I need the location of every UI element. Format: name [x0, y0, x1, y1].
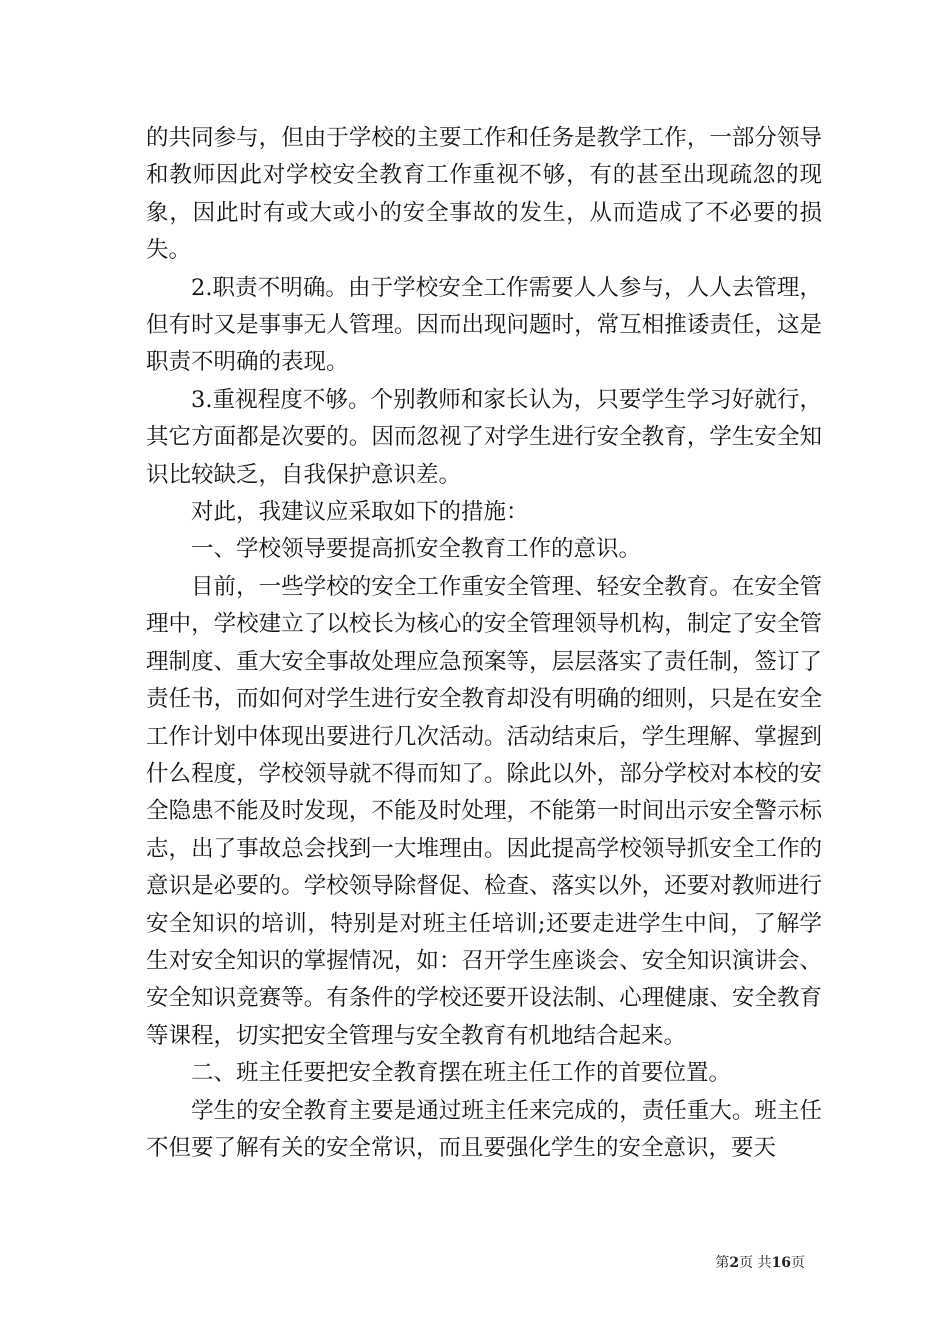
paragraph: 3.重视程度不够。个别教师和家长认为，只要学生学习好就行，其它方面都是次要的。因而忽视了对学生进行安全教育，学生安全知识比较缺乏，自我保护意识差。 — [146, 386, 822, 488]
document-body — [146, 120, 822, 1167]
footer-middle: 页 共 — [739, 1255, 772, 1271]
section-heading: 二、班主任要把安全教育摆在班主任工作的首要位置。 — [191, 1060, 732, 1087]
footer-total-pages: 16 — [771, 1255, 791, 1271]
paragraph: 目前，一些学校的安全工作重安全管理、轻安全教育。在安全管理中，学校建立了以校长为核心的安全管理领导机构，制定了安全管理制度、重大安全事故处理应急预案等，层层落实了责任制，签订了责任书，而如何对学生进行安全教育却没有明确的细则，只是在安全工作计划中体现出要进行几次活动。活动结束后，学生理解、掌握到什么程度，学校领导就不得而知了。除此以外，部分学校对本校的安全隐患不能及时发现，不能及时处理，不能第一时间出示安全警示标志，出了事故总会找到一大堆理由。因此提高学校领导抓安全工作的意识是必要的。学校领导除督促、检查、落实以外，还要对教师进行安全知识的培训，特别是对班主任培训;还要走进学生中间，了解学生对安全知识的掌握情况，如：召开学生座谈会、安全知识演讲会、安全知识竞赛等。有条件的学校还要开设法制、心理健康、安全教育等课程，切实把安全管理与安全教育有机地结合起来。 — [146, 573, 822, 1049]
paragraph: 对此，我建议应采取如下的措施： — [191, 499, 529, 526]
page-footer — [715, 1252, 805, 1272]
footer-prefix: 第 — [715, 1255, 730, 1271]
footer-suffix: 页 — [791, 1255, 805, 1271]
paragraph: 2.职责不明确。由于学校安全工作需要人人参与，人人去管理，但有时又是事事无人管理。因而出现问题时，常互相推诿责任，这是职责不明确的表现。 — [146, 274, 822, 376]
paragraph: 学生的安全教育主要是通过班主任来完成的，责任重大。班主任不但要了解有关的安全常识，而且要强化学生的安全意识，要天 — [146, 1097, 822, 1161]
section-heading: 一、学校领导要提高抓安全教育工作的意识。 — [191, 536, 642, 563]
paragraph: 的共同参与，但由于学校的主要工作和任务是教学工作，一部分领导和教师因此对学校安全教育工作重视不够，有的甚至出现疏忽的现象，因此时有或大或小的安全事故的发生，从而造成了不必要的损失。 — [146, 125, 822, 264]
footer-page-number: 2 — [729, 1255, 740, 1271]
